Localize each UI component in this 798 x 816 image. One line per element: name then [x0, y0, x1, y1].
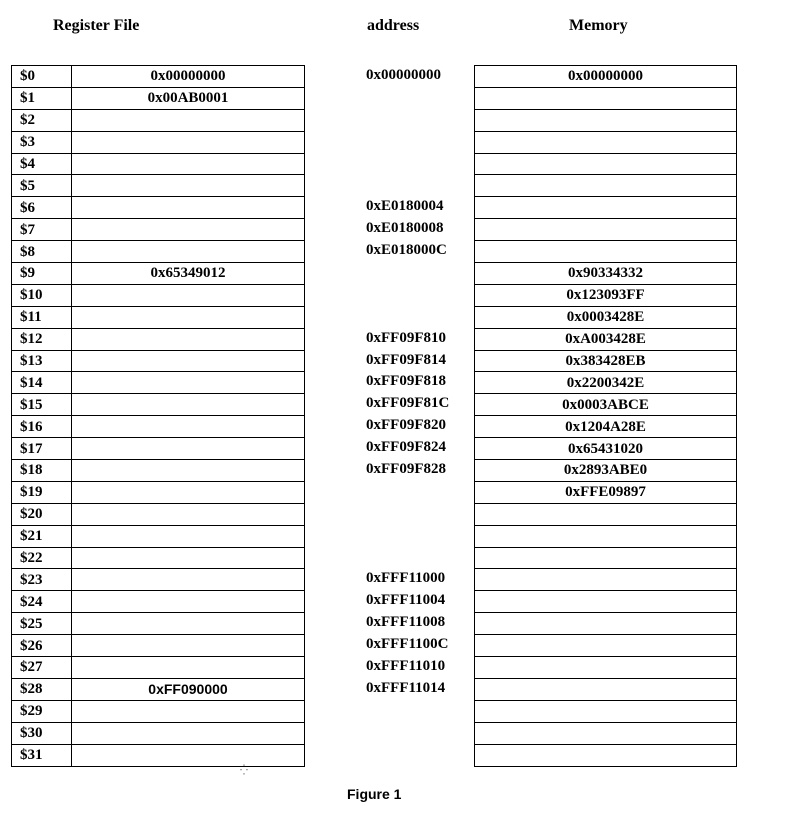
register-row	[12, 197, 305, 219]
register-name: $24	[12, 591, 72, 613]
register-row	[12, 613, 305, 635]
memory-row	[475, 744, 737, 766]
register-value	[72, 438, 305, 460]
memory-value: 0x383428EB	[475, 350, 737, 372]
register-name: $8	[12, 241, 72, 263]
memory-address: 0xFFF11008	[366, 614, 446, 631]
register-row	[12, 722, 305, 744]
memory-address	[366, 503, 449, 525]
memory-row	[475, 372, 737, 394]
memory-row	[475, 481, 737, 503]
memory-address	[366, 700, 449, 722]
register-row	[12, 438, 305, 460]
memory-value	[475, 722, 737, 744]
register-value	[72, 131, 305, 153]
memory-value	[475, 547, 737, 569]
register-name: $17	[12, 438, 72, 460]
register-name: $28	[12, 678, 72, 700]
register-value	[72, 481, 305, 503]
register-row	[12, 591, 305, 613]
memory-address: 0xFFF11010	[366, 658, 446, 675]
register-row	[12, 350, 305, 372]
register-name: $12	[12, 328, 72, 350]
register-row	[12, 284, 305, 306]
memory-row	[475, 591, 737, 613]
memory-value: 0x00000000	[475, 66, 737, 88]
memory-address	[366, 284, 449, 306]
memory-address	[366, 306, 449, 328]
memory-address: 0xFF09F818	[366, 373, 446, 390]
memory-address: 0xFF09F810	[366, 329, 446, 346]
memory-address	[366, 262, 449, 284]
register-name: $31	[12, 744, 72, 766]
memory-value	[475, 131, 737, 153]
register-value	[72, 153, 305, 175]
register-name: $13	[12, 350, 72, 372]
register-row	[12, 109, 305, 131]
register-row	[12, 394, 305, 416]
memory-row	[475, 241, 737, 263]
register-name: $4	[12, 153, 72, 175]
memory-address: 0xFF09F814	[366, 351, 446, 368]
register-row	[12, 219, 305, 241]
register-row	[12, 503, 305, 525]
register-value	[72, 591, 305, 613]
register-name: $3	[12, 131, 72, 153]
figure-caption: Figure 1	[347, 786, 402, 802]
memory-row	[475, 547, 737, 569]
memory-value	[475, 591, 737, 613]
memory-row	[475, 306, 737, 328]
register-name: $5	[12, 175, 72, 197]
memory-value	[475, 678, 737, 700]
register-row	[12, 635, 305, 657]
memory-row	[475, 175, 737, 197]
register-name: $30	[12, 722, 72, 744]
register-value: 0x00AB0001	[72, 87, 305, 109]
register-row	[12, 678, 305, 700]
register-name: $1	[12, 87, 72, 109]
register-row	[12, 241, 305, 263]
register-row	[12, 87, 305, 109]
register-row	[12, 306, 305, 328]
memory-value	[475, 197, 737, 219]
memory-row	[475, 438, 737, 460]
register-row	[12, 657, 305, 679]
register-value	[72, 306, 305, 328]
register-value: 0x65349012	[72, 263, 305, 285]
memory-address	[366, 153, 449, 175]
memory-row	[475, 350, 737, 372]
register-name: $14	[12, 372, 72, 394]
memory-header: Memory	[569, 17, 628, 34]
register-value	[72, 416, 305, 438]
memory-value: 0x65431020	[475, 438, 737, 460]
memory-row	[475, 657, 737, 679]
memory-address	[366, 525, 449, 547]
memory-value	[475, 241, 737, 263]
register-name: $10	[12, 284, 72, 306]
memory-value	[475, 175, 737, 197]
memory-address: 0xFFF11004	[366, 592, 446, 609]
memory-address: 0xFFF1100C	[366, 636, 449, 653]
register-value	[72, 328, 305, 350]
memory-address: 0x00000000	[366, 67, 441, 83]
register-name: $11	[12, 306, 72, 328]
address-header: address	[367, 17, 420, 34]
memory-address: 0xFFF11014	[366, 679, 446, 696]
memory-row	[475, 328, 737, 350]
memory-value: 0x2200342E	[475, 372, 737, 394]
memory-address	[366, 131, 449, 153]
memory-address: 0xE018000C	[366, 242, 447, 259]
register-row	[12, 328, 305, 350]
memory-row	[475, 700, 737, 722]
register-row	[12, 744, 305, 766]
register-value	[72, 460, 305, 482]
memory-address: 0xFF09F81C	[366, 395, 450, 412]
register-value	[72, 350, 305, 372]
memory-row	[475, 503, 737, 525]
memory-row	[475, 87, 737, 109]
register-value	[72, 722, 305, 744]
register-value: 0x00000000	[72, 66, 305, 88]
memory-row	[475, 394, 737, 416]
memory-row	[475, 722, 737, 744]
register-name: $27	[12, 657, 72, 679]
memory-address: 0xFF09F828	[366, 461, 446, 478]
memory-value: 0x90334332	[475, 263, 737, 285]
memory-address	[366, 481, 449, 503]
register-row	[12, 525, 305, 547]
memory-address: 0xFF09F824	[366, 439, 446, 456]
memory-row	[475, 525, 737, 547]
memory-value	[475, 87, 737, 109]
memory-value	[475, 219, 737, 241]
register-value	[72, 635, 305, 657]
register-name: $9	[12, 263, 72, 285]
memory-row	[475, 416, 737, 438]
memory-value: 0x123093FF	[475, 284, 737, 306]
memory-value	[475, 569, 737, 591]
register-value	[72, 503, 305, 525]
register-row	[12, 569, 305, 591]
register-row	[12, 131, 305, 153]
register-value	[72, 197, 305, 219]
memory-value	[475, 109, 737, 131]
register-file-header: Register File	[53, 17, 140, 34]
register-name: $6	[12, 197, 72, 219]
register-row	[12, 175, 305, 197]
memory-address: 0xE0180008	[366, 220, 444, 237]
register-name: $18	[12, 460, 72, 482]
register-name: $2	[12, 109, 72, 131]
register-name: $15	[12, 394, 72, 416]
memory-value	[475, 525, 737, 547]
memory-row	[475, 284, 737, 306]
register-row	[12, 547, 305, 569]
register-name: $0	[12, 66, 72, 88]
register-row	[12, 66, 305, 88]
register-value: 0xFF090000	[72, 678, 305, 700]
memory-row	[475, 613, 737, 635]
address-column	[366, 65, 449, 766]
memory-value: 0xA003428E	[475, 328, 737, 350]
memory-row	[475, 678, 737, 700]
memory-row	[475, 109, 737, 131]
memory-value	[475, 657, 737, 679]
memory-address	[366, 109, 449, 131]
register-row	[12, 700, 305, 722]
register-value	[72, 109, 305, 131]
register-value	[72, 241, 305, 263]
memory-value	[475, 700, 737, 722]
memory-table	[474, 65, 737, 767]
memory-value	[475, 613, 737, 635]
register-name: $7	[12, 219, 72, 241]
memory-row	[475, 153, 737, 175]
register-name: $23	[12, 569, 72, 591]
memory-value	[475, 635, 737, 657]
register-name: $16	[12, 416, 72, 438]
register-name: $26	[12, 635, 72, 657]
register-row	[12, 416, 305, 438]
memory-value: 0x0003ABCE	[475, 394, 737, 416]
memory-row	[475, 66, 737, 88]
memory-value: 0x1204A28E	[475, 416, 737, 438]
memory-address: 0xFFF11000	[366, 570, 446, 587]
register-value	[72, 744, 305, 766]
memory-address	[366, 547, 449, 569]
register-name: $19	[12, 481, 72, 503]
register-name: $25	[12, 613, 72, 635]
register-row	[12, 372, 305, 394]
memory-value: 0xFFE09897	[475, 481, 737, 503]
register-value	[72, 175, 305, 197]
memory-address	[366, 722, 449, 744]
register-row	[12, 460, 305, 482]
register-file-table	[11, 65, 305, 767]
memory-row	[475, 197, 737, 219]
register-name: $22	[12, 547, 72, 569]
register-value	[72, 525, 305, 547]
memory-address	[366, 174, 449, 196]
register-value	[72, 219, 305, 241]
memory-row	[475, 635, 737, 657]
memory-value: 0x2893ABE0	[475, 460, 737, 482]
register-row	[12, 263, 305, 285]
register-name: $21	[12, 525, 72, 547]
memory-address	[366, 87, 449, 109]
register-name: $29	[12, 700, 72, 722]
register-value	[72, 547, 305, 569]
register-value	[72, 569, 305, 591]
register-value	[72, 372, 305, 394]
register-row	[12, 153, 305, 175]
register-value	[72, 394, 305, 416]
memory-address: 0xE0180004	[366, 198, 444, 215]
memory-row	[475, 131, 737, 153]
memory-value	[475, 153, 737, 175]
register-value	[72, 284, 305, 306]
memory-address	[366, 744, 449, 766]
scan-speck: ⁛	[240, 765, 248, 776]
memory-row	[475, 219, 737, 241]
register-row	[12, 481, 305, 503]
register-value	[72, 613, 305, 635]
memory-value	[475, 503, 737, 525]
memory-row	[475, 569, 737, 591]
register-name: $20	[12, 503, 72, 525]
register-value	[72, 700, 305, 722]
memory-address: 0xFF09F820	[366, 417, 446, 434]
memory-row	[475, 263, 737, 285]
memory-value: 0x0003428E	[475, 306, 737, 328]
register-value	[72, 657, 305, 679]
memory-row	[475, 460, 737, 482]
memory-value	[475, 744, 737, 766]
